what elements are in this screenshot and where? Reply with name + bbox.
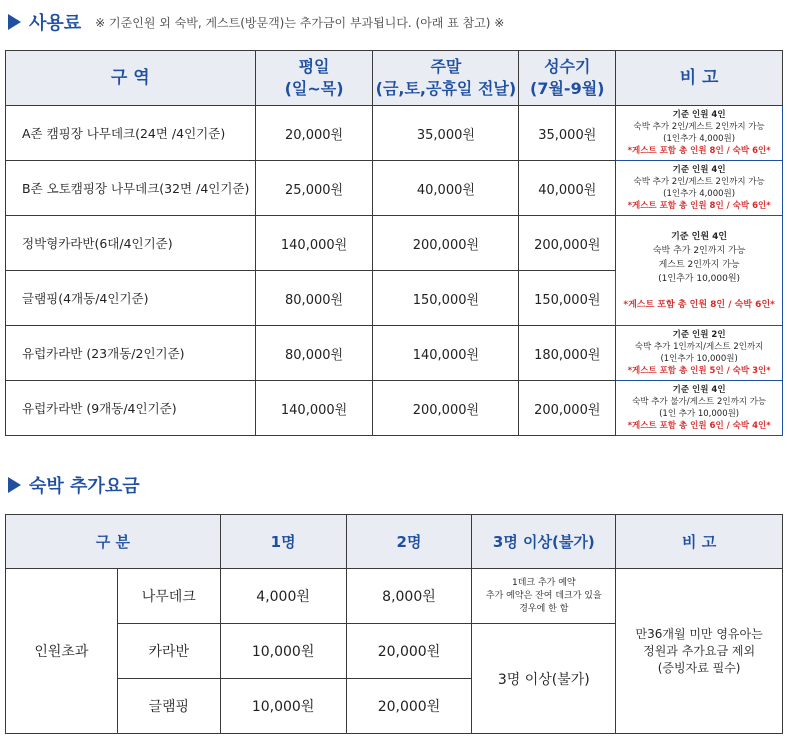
remark-fee: (1인추가 10,000원): [660, 354, 738, 364]
fee-two: 8,000원: [346, 569, 472, 624]
remark-cell: [616, 106, 783, 161]
remark-l3: (증빙자료 필수): [657, 660, 741, 675]
fee-one: 10,000원: [220, 679, 346, 734]
header-two: 2명: [346, 515, 472, 569]
zone-name: 유럽카라반 (23개동/2인기준): [6, 326, 256, 381]
section-title: 숙박 추가요금: [29, 476, 140, 497]
price-weekend: 140,000원: [373, 326, 519, 381]
price-peak: 150,000원: [519, 271, 616, 326]
remark-l1: 만36개월 미만 영유아는: [635, 626, 763, 641]
deck-three-l3: 경우에 한 함: [519, 603, 569, 614]
remark-base: 기준 인원 4인: [672, 385, 726, 395]
price-peak: 40,000원: [519, 161, 616, 216]
remark-fee: (1인추가 4,000원): [663, 134, 736, 144]
zone-name: 정박형카라반(6대/4인기준): [6, 216, 256, 271]
table-row: [6, 216, 783, 271]
remark-warning: *게스트 포함 총 인원 5인 / 숙박 3인*: [627, 366, 771, 376]
remark-extra: 숙박 추가 2인/게스트 2인까지 가능: [633, 122, 765, 132]
remark-extra: 숙박 추가 2인/게스트 2인까지 가능: [633, 177, 765, 187]
remark-warning: *게스트 포함 총 인원 6인 / 숙박 4인*: [627, 421, 771, 431]
price-weekday: 25,000원: [255, 161, 373, 216]
remark-fee: (1인추가 10,000원): [658, 273, 741, 284]
group-label: 인원초과: [6, 569, 118, 734]
section-extra-fee: [8, 472, 140, 498]
price-peak: 180,000원: [519, 326, 616, 381]
zone-name: A존 캠핑장 나무데크(24면 /4인기준): [6, 106, 256, 161]
section-title: 사용료: [29, 13, 82, 34]
header-one: 1명: [220, 515, 346, 569]
remark-cell: [616, 161, 783, 216]
fee-two: 20,000원: [346, 679, 472, 734]
header-weekday: 평일 (일~목): [255, 51, 373, 106]
remark-fee: (1인추가 4,000원): [663, 189, 736, 199]
remark-cell-merged: [616, 216, 783, 326]
triangle-bullet-icon: [8, 477, 21, 493]
fee-two: 20,000원: [346, 624, 472, 679]
price-weekday: 20,000원: [255, 106, 373, 161]
remark-l2: 정원과 추가요금 제외: [643, 643, 756, 658]
remark-fee: (1인 추가 10,000원): [659, 409, 740, 419]
price-weekday: 140,000원: [255, 216, 373, 271]
remark-base: 기준 인원 4인: [672, 165, 726, 175]
header-peak: 성수기 (7월-9월): [519, 51, 616, 106]
remark-warning: *게스트 포함 총 인원 8인 / 숙박 6인*: [623, 299, 775, 310]
other-three-cell: 3명 이상(불가): [472, 624, 616, 734]
price-weekend: 40,000원: [373, 161, 519, 216]
price-weekday: 140,000원: [255, 381, 373, 436]
price-peak: 35,000원: [519, 106, 616, 161]
deck-three-l2: 추가 예약은 잔여 데크가 있을: [485, 590, 602, 601]
type-label: 카라반: [117, 624, 220, 679]
price-weekend: 200,000원: [373, 216, 519, 271]
zone-name: 유럽카라반 (9개동/4인기준): [6, 381, 256, 436]
section-usage-fee: [8, 9, 504, 35]
header-remark: 비 고: [616, 515, 783, 569]
header-weekend: 주말 (금,토,공휴일 전날): [373, 51, 519, 106]
remark-guest: 게스트 2인까지 가능: [658, 259, 740, 270]
table-row: [6, 381, 783, 436]
table-row: [6, 106, 783, 161]
table-row: [6, 569, 783, 624]
usage-fee-table: [5, 50, 783, 436]
remark-base: 기준 인원 4인: [672, 110, 726, 120]
table-row: [6, 326, 783, 381]
deck-three-l1: 1데크 추가 예약: [512, 577, 576, 588]
remark-warning: *게스트 포함 총 인원 8인 / 숙박 6인*: [627, 201, 771, 211]
header-three: 3명 이상(불가): [472, 515, 616, 569]
fee-one: 10,000원: [220, 624, 346, 679]
remark-base: 기준 인원 4인: [671, 231, 728, 242]
header-remark: 비 고: [616, 51, 783, 106]
price-weekday: 80,000원: [255, 326, 373, 381]
remark-cell: [616, 326, 783, 381]
triangle-bullet-icon: [8, 14, 21, 30]
price-weekend: 35,000원: [373, 106, 519, 161]
remark-extra: 숙박 추가 2인까지 가능: [652, 245, 746, 256]
price-peak: 200,000원: [519, 216, 616, 271]
type-label: 나무데크: [117, 569, 220, 624]
remark-cell: [616, 381, 783, 436]
table-row: [6, 161, 783, 216]
price-weekday: 80,000원: [255, 271, 373, 326]
zone-name: B존 오토캠핑장 나무데크(32면 /4인기준): [6, 161, 256, 216]
remark-extra: 숙박 추가 불가/게스트 2인까지 가능: [632, 397, 767, 407]
price-weekend: 200,000원: [373, 381, 519, 436]
remark-base: 기준 인원 2인: [672, 330, 726, 340]
price-peak: 200,000원: [519, 381, 616, 436]
fee-one: 4,000원: [220, 569, 346, 624]
remark-warning: *게스트 포함 총 인원 8인 / 숙박 6인*: [627, 146, 771, 156]
price-weekend: 150,000원: [373, 271, 519, 326]
header-category: 구 분: [6, 515, 221, 569]
section-note: ※ 기준인원 외 숙박, 게스트(방문객)는 추가금이 부과됩니다. (아래 표 참고) ※: [95, 15, 505, 30]
extra-fee-table: [5, 514, 783, 734]
type-label: 글램핑: [117, 679, 220, 734]
remark-cell: [616, 569, 783, 734]
zone-name: 글램핑(4개동/4인기준): [6, 271, 256, 326]
deck-three-cell: [472, 569, 616, 624]
header-zone: 구 역: [6, 51, 256, 106]
remark-extra: 숙박 추가 1인까지/게스트 2인까지: [634, 342, 764, 352]
